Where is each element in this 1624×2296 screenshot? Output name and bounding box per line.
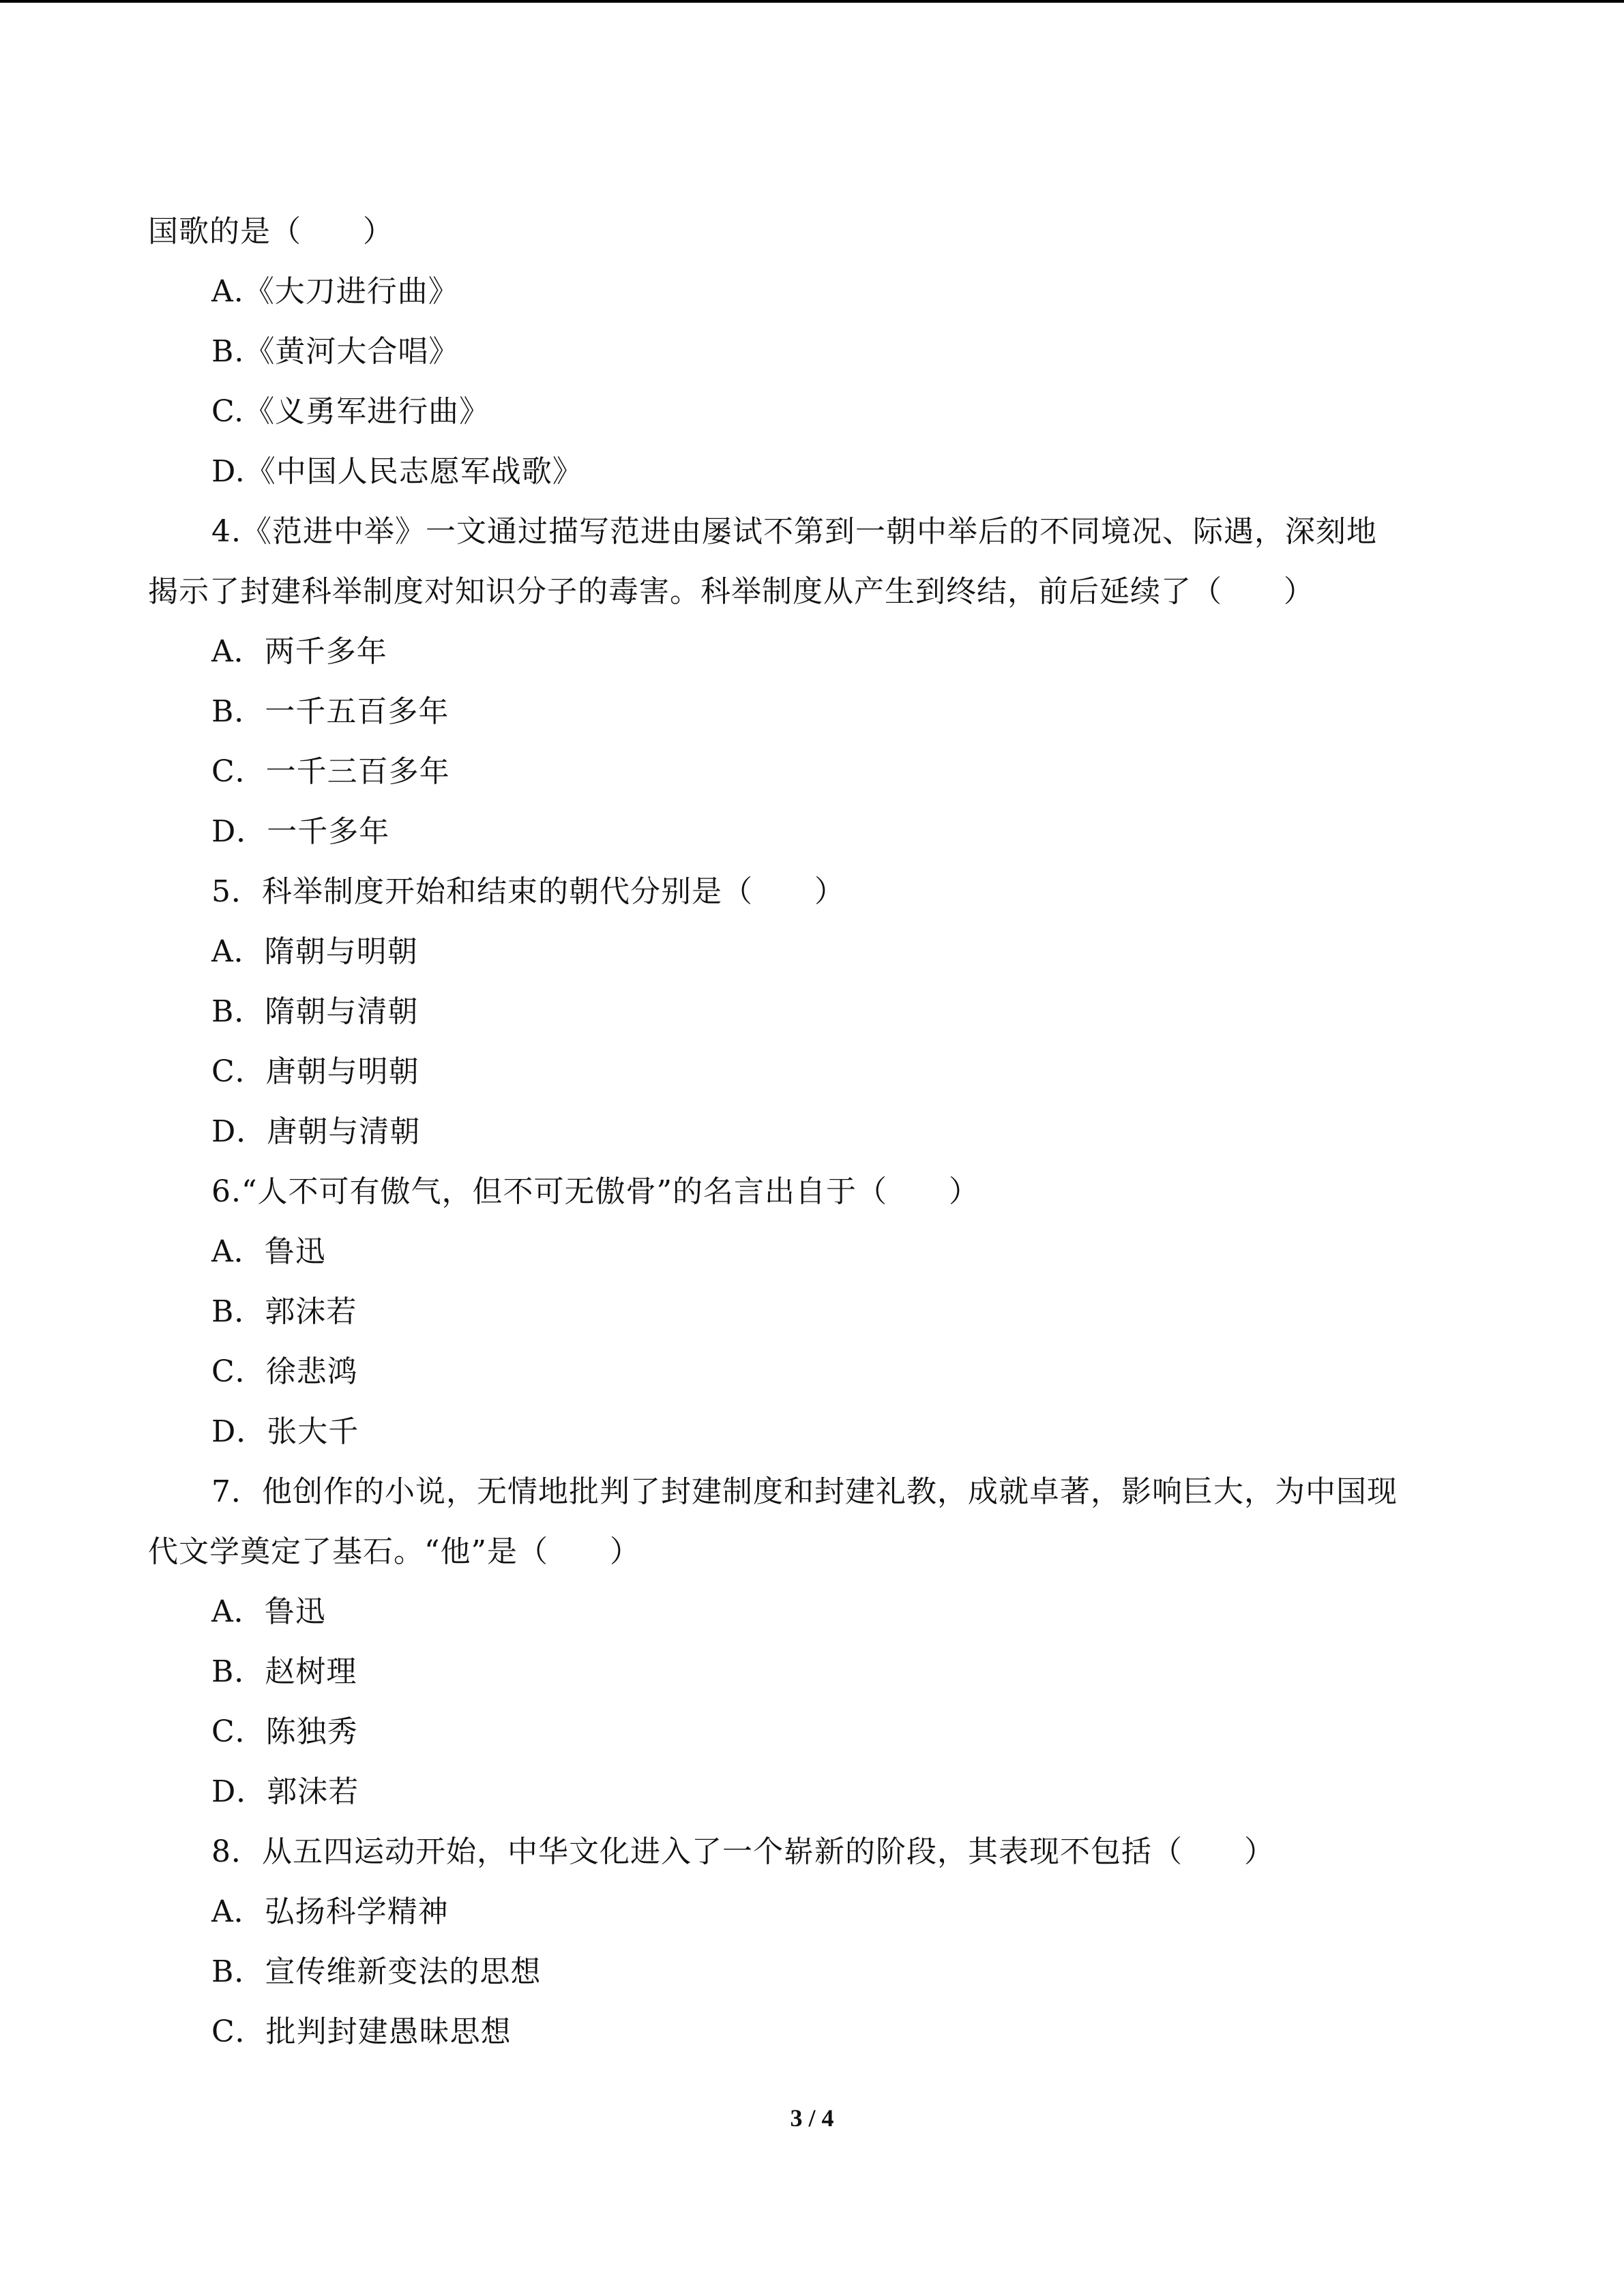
option-a-line: A．弘扬科学精神	[211, 1894, 449, 1929]
question-7-line-2: 代文学奠定了基石。“他”是（ ）	[148, 1534, 640, 1569]
question-4-line-1: 4.《范进中举》一文通过描写范进由屡试不第到一朝中举后的不同境况、际遇，深刻地	[211, 514, 1377, 549]
option-a-line: A．隋朝与明朝	[211, 934, 418, 969]
option-a-line: A．两千多年	[211, 634, 387, 669]
option-c-line: C．唐朝与明朝	[211, 1054, 419, 1089]
option-b-line: B.《黄河大合唱》	[211, 334, 460, 369]
option-d-line: D．郭沫若	[211, 1774, 359, 1809]
top-border-rule	[0, 0, 1624, 3]
option-b-line: B．宣传维新变法的思想	[211, 1954, 542, 1989]
question-5-line: 5．科举制度开始和结束的朝代分别是（ ）	[211, 874, 845, 909]
option-b-line: B．赵树理	[211, 1654, 357, 1689]
question-7-line-1: 7．他创作的小说，无情地批判了封建制度和封建礼教，成就卓著，影响巨大，为中国现	[211, 1474, 1398, 1509]
option-b-line: B．一千五百多年	[211, 694, 449, 729]
document-body	[148, 202, 1485, 2062]
page-number: 3 / 4	[790, 2104, 834, 2132]
option-c-line: C．一千三百多年	[211, 754, 450, 789]
option-d-line: D．唐朝与清朝	[211, 1114, 421, 1149]
option-a-line: A.《大刀进行曲》	[211, 274, 459, 309]
option-a-line: A．鲁迅	[211, 1234, 326, 1269]
option-c-line: C．徐悲鸿	[211, 1354, 358, 1389]
option-b-line: B．郭沫若	[211, 1294, 357, 1329]
question-8-line: 8．从五四运动开始，中华文化进入了一个崭新的阶段，其表现不包括（ ）	[211, 1834, 1275, 1869]
option-b-line: B．隋朝与清朝	[211, 994, 419, 1029]
option-c-line: C．批判封建愚昧思想	[211, 2014, 512, 2049]
question-continuation-line: 国歌的是（ ）	[148, 214, 394, 249]
question-4-line-2: 揭示了封建科举制度对知识分子的毒害。科举制度从产生到终结，前后延续了（ ）	[148, 574, 1314, 609]
question-6-line: 6.“人不可有傲气，但不可无傲骨”的名言出自于（ ）	[211, 1174, 979, 1209]
option-d-line: D.《中国人民志愿军战歌》	[211, 454, 583, 489]
option-d-line: D．一千多年	[211, 814, 390, 849]
option-c-line: C．陈独秀	[211, 1714, 358, 1749]
option-a-line: A．鲁迅	[211, 1594, 326, 1629]
option-d-line: D．张大千	[211, 1414, 359, 1449]
option-c-line: C.《义勇军进行曲》	[211, 394, 490, 429]
